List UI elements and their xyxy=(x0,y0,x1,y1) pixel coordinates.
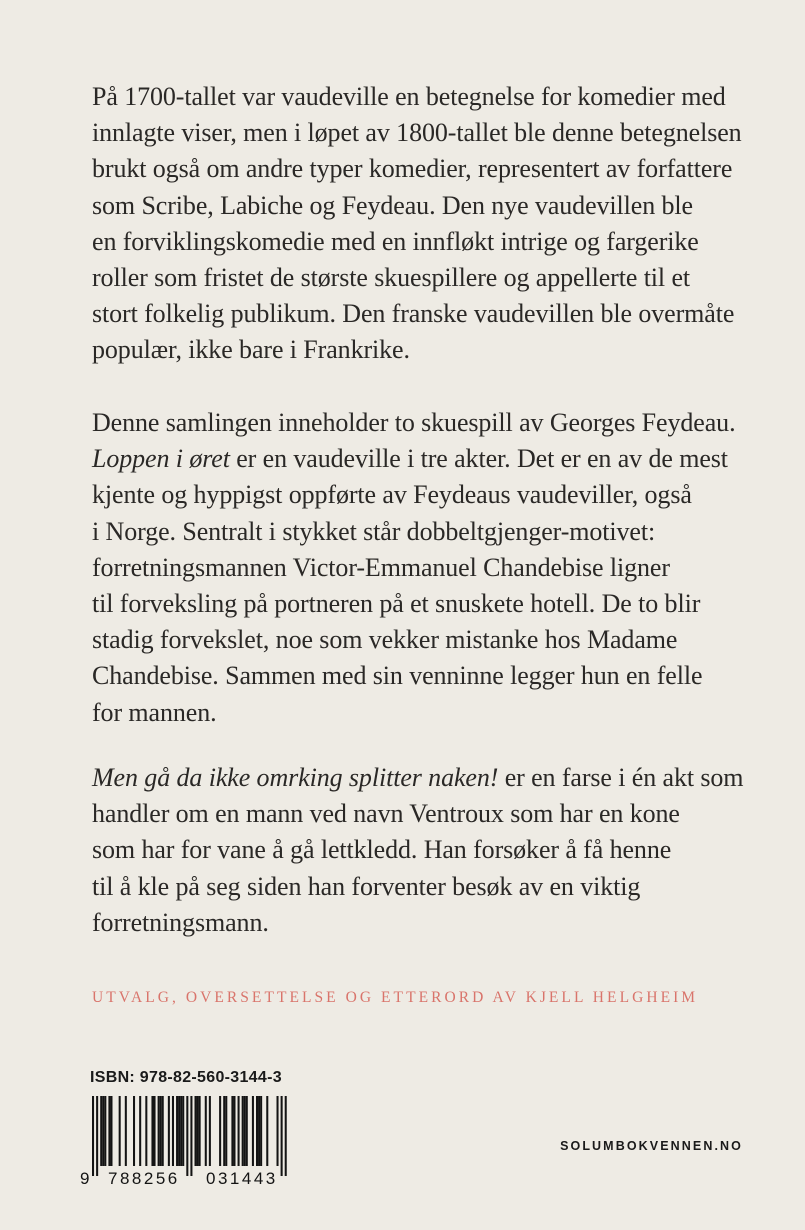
play-title: Loppen i øret xyxy=(92,444,230,474)
barcode-bar xyxy=(186,1096,188,1176)
description-paragraph-1 xyxy=(92,79,772,369)
isbn-label: ISBN: 978-82-560-3144-3 xyxy=(90,1069,282,1086)
barcode-bar xyxy=(266,1096,268,1166)
text-line xyxy=(92,79,772,115)
barcode-bar xyxy=(225,1096,227,1166)
text-line xyxy=(92,658,772,694)
text-run: til forveksling på portneren på et snuskete hotell. De to blir xyxy=(92,589,701,619)
text-run: er en farse i én akt som xyxy=(498,763,744,792)
barcode-digit-first: 9 xyxy=(80,1169,90,1188)
barcode-bar xyxy=(158,1096,160,1166)
barcode-bar xyxy=(199,1096,201,1166)
barcode-bar xyxy=(110,1096,112,1166)
barcode-bar xyxy=(190,1096,192,1176)
barcode-bar xyxy=(108,1096,110,1166)
text-run: roller som fristet de største skuespillere og appellerte til et xyxy=(92,263,691,293)
barcode-bar xyxy=(178,1096,180,1166)
barcode-bar xyxy=(281,1096,283,1176)
text-line xyxy=(92,869,772,905)
text-run: forretningsmannen Victor-Emmanuel Chandebise ligner xyxy=(92,552,670,582)
barcode-bar xyxy=(233,1096,235,1166)
barcode-bar xyxy=(260,1096,262,1166)
barcode-digits-left: 788256 xyxy=(108,1169,180,1188)
barcode-bar xyxy=(256,1096,258,1166)
barcode-bar xyxy=(176,1096,178,1166)
text-line xyxy=(92,760,772,796)
text-run: Denne samlingen inneholder to skuespill av Georges Feydeau. xyxy=(92,408,736,437)
text-line xyxy=(92,441,772,477)
text-line xyxy=(92,796,772,832)
text-run: som Scribe, Labiche og Feydeau. Den nye vaudevillen ble xyxy=(92,190,693,220)
barcode-bar xyxy=(244,1096,246,1166)
barcode-bar xyxy=(231,1096,233,1166)
text-run: innlagte viser, men i løpet av 1800-tallet ble denne betegnelsen xyxy=(92,118,742,148)
barcode-bar xyxy=(219,1096,221,1166)
barcode-bar xyxy=(92,1096,94,1176)
text-run: en forviklingskomedie med en innfløkt intrige og fargerike xyxy=(92,226,699,256)
barcode-bar xyxy=(242,1096,244,1166)
text-run: stadig forvekslet, noe som vekker mistanke hos Madame xyxy=(92,625,678,655)
text-line xyxy=(92,832,772,868)
barcode-bar xyxy=(252,1096,254,1166)
text-run: På 1700-tallet var vaudeville en betegnelse for komedier med xyxy=(92,82,726,111)
text-line xyxy=(92,188,772,224)
barcode-bar xyxy=(205,1096,207,1166)
text-line xyxy=(92,514,772,550)
barcode-bar xyxy=(119,1096,121,1166)
barcode-bar xyxy=(277,1096,279,1166)
barcode-bar xyxy=(102,1096,104,1166)
barcode-bar xyxy=(125,1096,127,1166)
text-line xyxy=(92,550,772,586)
text-line xyxy=(92,905,772,941)
barcode-digits-right: 031443 xyxy=(206,1169,278,1188)
text-run: kjente og hyppigst oppførte av Feydeaus vaudeviller, også xyxy=(92,480,692,510)
barcode-bar xyxy=(168,1096,170,1166)
barcode-bar xyxy=(139,1096,141,1166)
barcode-bar xyxy=(151,1096,153,1166)
text-run: for mannen. xyxy=(92,697,217,727)
barcode-bar xyxy=(104,1096,106,1166)
text-run: Chandebise. Sammen med sin venninne legger hun en felle xyxy=(92,661,703,691)
text-run: populær, ikke bare i Frankrike. xyxy=(92,335,410,365)
barcode-bar xyxy=(100,1096,102,1166)
text-line xyxy=(92,332,772,368)
barcode-bar xyxy=(209,1096,211,1166)
isbn-barcode xyxy=(78,1096,308,1188)
text-run: stort folkelig publikum. Den franske vaudevillen ble overmåte xyxy=(92,299,735,329)
text-line xyxy=(92,586,772,622)
text-line xyxy=(92,260,772,296)
text-line xyxy=(92,151,772,187)
text-line xyxy=(92,405,772,441)
text-run: til å kle på seg siden han forventer besøk av en viktig xyxy=(92,871,641,901)
play-title: Men gå da ikke omrking splitter naken! xyxy=(92,763,499,792)
description-paragraph-2 xyxy=(92,405,772,731)
publisher-website: SOLUMBOKVENNEN.NO xyxy=(560,1139,743,1153)
text-line xyxy=(92,115,772,151)
barcode-bar xyxy=(285,1096,287,1176)
barcode-bar xyxy=(96,1096,98,1176)
text-line xyxy=(92,224,772,260)
text-run: i Norge. Sentralt i stykket står dobbeltgjenger-motivet: xyxy=(92,516,656,546)
text-run: forretningsmann. xyxy=(92,907,269,937)
barcode-bar xyxy=(133,1096,135,1166)
barcode-bar xyxy=(223,1096,225,1166)
text-line xyxy=(92,695,772,731)
barcode-bar xyxy=(258,1096,260,1166)
barcode-bar xyxy=(246,1096,248,1166)
text-line xyxy=(92,622,772,658)
barcode-bar xyxy=(172,1096,174,1166)
text-line xyxy=(92,296,772,332)
text-run: handler om en mann ved navn Ventroux som har en kone xyxy=(92,799,680,829)
barcode-bar xyxy=(162,1096,164,1166)
description-paragraph-3 xyxy=(92,760,772,941)
barcode-bar xyxy=(180,1096,182,1166)
barcode-bar xyxy=(160,1096,162,1166)
barcode-bar xyxy=(195,1096,197,1166)
text-run: brukt også om andre typer komedier, representert av forfattere xyxy=(92,154,733,184)
barcode-bar xyxy=(154,1096,156,1166)
text-run: er en vaudeville i tre akter. Det er en av de mest xyxy=(229,444,728,474)
barcode-bars xyxy=(92,1096,287,1176)
text-run: som har for vane å gå lettkledd. Han forsøker å få henne xyxy=(92,835,672,865)
translator-credit: UTVALG, OVERSETTELSE OG ETTERORD AV KJELL HELGHEIM xyxy=(92,989,699,1006)
barcode-bar xyxy=(182,1096,184,1166)
barcode-bar xyxy=(145,1096,147,1166)
barcode-bar xyxy=(238,1096,240,1166)
barcode-bar xyxy=(197,1096,199,1166)
text-line xyxy=(92,477,772,513)
